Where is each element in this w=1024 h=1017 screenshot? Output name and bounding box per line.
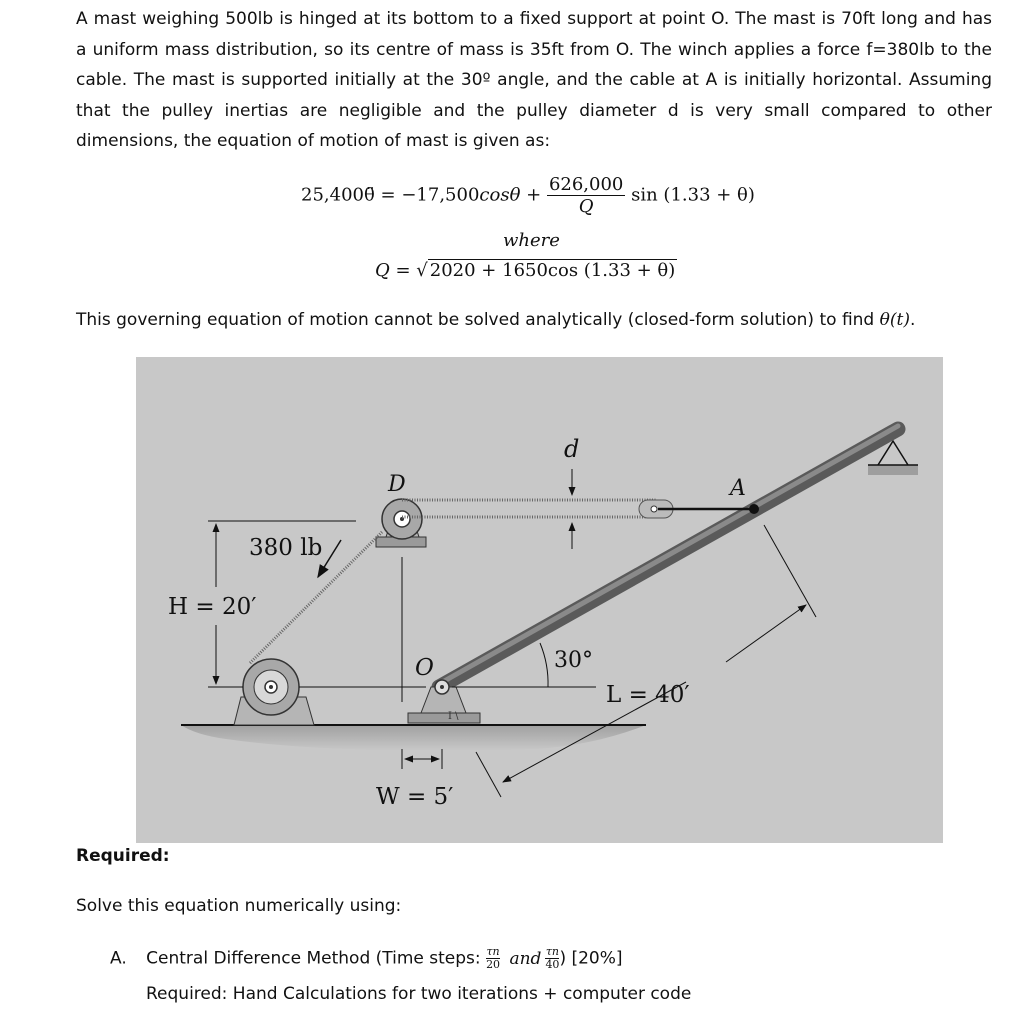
statement-text: This governing equation of motion cannot be solved analytically (closed-form solution) to find xyxy=(76,310,880,330)
label-o: O xyxy=(415,655,434,681)
statement-period: . xyxy=(909,310,916,330)
item-a-and: and xyxy=(509,948,542,969)
item-a-tail: ) [20%] xyxy=(559,948,623,969)
sqrt-icon: √ xyxy=(416,260,428,281)
where-label: where xyxy=(503,230,560,251)
time-step-fraction-1 xyxy=(486,946,500,971)
label-pulley-d: D xyxy=(388,472,406,497)
hinge-o-base xyxy=(408,713,480,723)
equation-numerator: 626,000 xyxy=(548,174,624,195)
winch-center xyxy=(269,685,273,689)
equation-fraction xyxy=(547,174,625,217)
label-w: W = 5′ xyxy=(376,784,454,810)
problem-intro: A mast weighing 500lb is hinged at its bottom to a fixed support at point O. The mast is 70ft long and has a uniform mass distribution, so its centre of mass is 35ft from O. The winch applies a force f=380lb to the cable. The mast is supported initially at the 30º angle, and the cable at A is initially horizontal. Assuming that the pulley inertias are negligible and the pulley diameter d is very small compared to other dimensions, the equation of motion of mast is given as: xyxy=(76,9,992,151)
label-l: L = 40′ xyxy=(606,682,690,708)
item-a-line2: Required: Hand Calculations for two iterations + computer code xyxy=(146,984,692,1004)
item-a-text: Central Difference Method (Time steps: xyxy=(146,948,487,969)
hinge-o-center xyxy=(440,685,444,689)
statement-theta: θ(t) xyxy=(879,310,910,330)
statement-line xyxy=(76,310,915,330)
item-a-marker: A. xyxy=(110,948,127,969)
hinge-o-hatch: I \ xyxy=(448,711,459,722)
figure-background xyxy=(136,357,943,843)
equation-tail: sin (1.33 + θ) xyxy=(631,184,755,206)
mast-figure xyxy=(136,357,943,843)
label-point-a: A xyxy=(730,476,746,501)
point-a xyxy=(749,504,759,514)
fraction-2-denominator: 40 xyxy=(545,958,560,971)
equation-denominator: Q xyxy=(578,196,594,217)
time-step-fraction-2 xyxy=(545,946,559,971)
required-instruction: Solve this equation numerically using: xyxy=(76,896,402,916)
small-pulley-hub xyxy=(651,506,657,512)
q-lhs: Q = xyxy=(375,260,417,281)
fraction-1-denominator: 20 xyxy=(486,958,501,971)
q-sqrt-body: 2020 + 1650cos (1.33 + θ) xyxy=(429,260,676,281)
equation-of-motion xyxy=(301,174,755,217)
item-a xyxy=(110,946,623,971)
q-definition xyxy=(375,260,677,281)
label-h: H = 20′ xyxy=(168,594,257,620)
required-heading: Required: xyxy=(76,846,170,866)
fraction-2-numerator: τn xyxy=(545,945,560,958)
label-d: d xyxy=(564,435,580,463)
label-force: 380 lb xyxy=(249,535,323,561)
equation-lhs: 25,400θ̈ = −17,500 xyxy=(301,184,480,206)
right-support-base xyxy=(868,465,918,475)
equation-plus: + xyxy=(520,184,547,206)
fraction-1-numerator: τn xyxy=(486,945,500,958)
equation-cos: cosθ xyxy=(479,184,521,206)
label-angle: 30° xyxy=(554,648,593,673)
